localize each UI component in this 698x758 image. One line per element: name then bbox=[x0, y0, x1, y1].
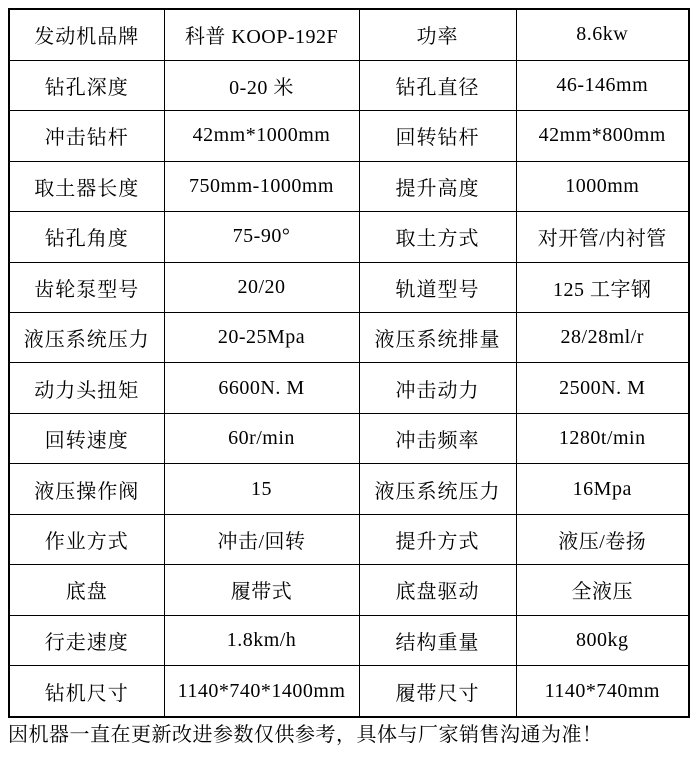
spec-value: 液压/卷扬 bbox=[516, 514, 689, 564]
spec-value: 60r/min bbox=[164, 413, 359, 463]
spec-label: 冲击动力 bbox=[359, 363, 516, 413]
spec-value: 1000mm bbox=[516, 161, 689, 211]
spec-label: 冲击钻杆 bbox=[9, 111, 164, 161]
spec-label: 钻孔深度 bbox=[9, 60, 164, 110]
table-row bbox=[9, 9, 689, 60]
table-row bbox=[9, 262, 689, 312]
table-row bbox=[9, 60, 689, 110]
spec-value: 42mm*800mm bbox=[516, 111, 689, 161]
spec-value: 8.6kw bbox=[516, 9, 689, 60]
table-row bbox=[9, 161, 689, 211]
spec-label: 冲击频率 bbox=[359, 413, 516, 463]
spec-label: 回转钻杆 bbox=[359, 111, 516, 161]
table-row bbox=[9, 111, 689, 161]
spec-label: 取土器长度 bbox=[9, 161, 164, 211]
spec-label: 底盘驱动 bbox=[359, 565, 516, 615]
spec-value: 全液压 bbox=[516, 565, 689, 615]
spec-label: 动力头扭矩 bbox=[9, 363, 164, 413]
spec-value: 28/28ml/r bbox=[516, 312, 689, 362]
spec-value: 20/20 bbox=[164, 262, 359, 312]
spec-value: 125 工字钢 bbox=[516, 262, 689, 312]
spec-label: 履带尺寸 bbox=[359, 666, 516, 717]
spec-value: 对开管/内衬管 bbox=[516, 212, 689, 262]
spec-value: 冲击/回转 bbox=[164, 514, 359, 564]
spec-value: 0-20 米 bbox=[164, 60, 359, 110]
spec-label: 提升高度 bbox=[359, 161, 516, 211]
spec-label: 结构重量 bbox=[359, 615, 516, 665]
spec-value: 科普 KOOP-192F bbox=[164, 9, 359, 60]
spec-value: 2500N. M bbox=[516, 363, 689, 413]
spec-value: 800kg bbox=[516, 615, 689, 665]
table-row bbox=[9, 565, 689, 615]
table-row bbox=[9, 666, 689, 717]
spec-value: 1140*740*1400mm bbox=[164, 666, 359, 717]
spec-value: 15 bbox=[164, 464, 359, 514]
spec-label: 液压系统压力 bbox=[9, 312, 164, 362]
spec-value: 1140*740mm bbox=[516, 666, 689, 717]
spec-label: 液压操作阀 bbox=[9, 464, 164, 514]
spec-label: 钻机尺寸 bbox=[9, 666, 164, 717]
spec-table bbox=[8, 8, 690, 718]
table-row bbox=[9, 312, 689, 362]
spec-label: 回转速度 bbox=[9, 413, 164, 463]
spec-value: 75-90° bbox=[164, 212, 359, 262]
spec-value: 750mm-1000mm bbox=[164, 161, 359, 211]
spec-value: 1280t/min bbox=[516, 413, 689, 463]
spec-label: 功率 bbox=[359, 9, 516, 60]
spec-label: 行走速度 bbox=[9, 615, 164, 665]
spec-label: 齿轮泵型号 bbox=[9, 262, 164, 312]
table-row bbox=[9, 363, 689, 413]
table-row bbox=[9, 464, 689, 514]
table-row bbox=[9, 615, 689, 665]
spec-value: 履带式 bbox=[164, 565, 359, 615]
spec-label: 钻孔直径 bbox=[359, 60, 516, 110]
disclaimer-note: 因机器一直在更新改进参数仅供参考，具体与厂家销售沟通为准！ bbox=[8, 724, 603, 746]
spec-value: 20-25Mpa bbox=[164, 312, 359, 362]
spec-label: 提升方式 bbox=[359, 514, 516, 564]
spec-value: 42mm*1000mm bbox=[164, 111, 359, 161]
spec-label: 作业方式 bbox=[9, 514, 164, 564]
spec-label: 钻孔角度 bbox=[9, 212, 164, 262]
table-row bbox=[9, 413, 689, 463]
spec-label: 液压系统压力 bbox=[359, 464, 516, 514]
spec-value: 16Mpa bbox=[516, 464, 689, 514]
spec-label: 底盘 bbox=[9, 565, 164, 615]
spec-label: 轨道型号 bbox=[359, 262, 516, 312]
spec-value: 46-146mm bbox=[516, 60, 689, 110]
spec-label: 液压系统排量 bbox=[359, 312, 516, 362]
spec-value: 1.8km/h bbox=[164, 615, 359, 665]
spec-label: 取土方式 bbox=[359, 212, 516, 262]
spec-value: 6600N. M bbox=[164, 363, 359, 413]
table-row bbox=[9, 212, 689, 262]
table-row bbox=[9, 514, 689, 564]
spec-label: 发动机品牌 bbox=[9, 9, 164, 60]
